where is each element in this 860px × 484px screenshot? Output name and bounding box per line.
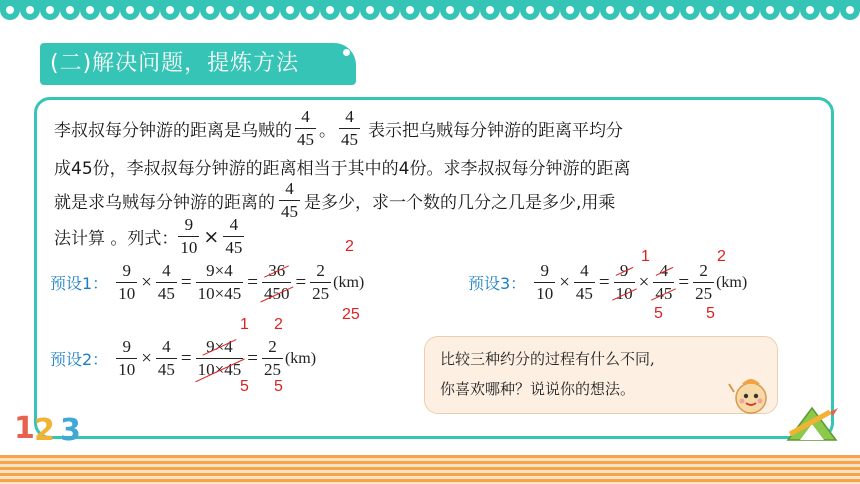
- fraction-denominator-crossed: 10×45: [197, 360, 242, 379]
- fraction-numerator: 9×4: [206, 261, 233, 280]
- fraction-numerator: 2: [699, 261, 708, 280]
- fraction-bar: [262, 358, 283, 359]
- equals-sign: =: [180, 271, 192, 293]
- paragraph-line-3: [54, 180, 615, 221]
- fraction-bar: [156, 358, 177, 359]
- fraction-bar: [574, 282, 595, 283]
- p2-correction-top-1: 1: [240, 316, 249, 333]
- fraction-numerator-crossed: 9: [619, 261, 629, 280]
- fraction-denominator-crossed: 10: [615, 284, 633, 303]
- logo-digit-1: 1: [14, 411, 35, 444]
- p2-correction-bottom-2: 5: [274, 378, 283, 395]
- fraction-denominator: 45: [281, 202, 298, 221]
- p3-frac-4-45: [574, 262, 595, 303]
- fraction-numerator: 4: [229, 215, 239, 234]
- times-sign: ×: [141, 271, 152, 293]
- fraction-numerator: 4: [162, 261, 171, 280]
- fraction-denominator: 45: [575, 284, 593, 303]
- equals-sign: =: [295, 271, 307, 293]
- fraction-9-10: [178, 216, 199, 257]
- fraction-denominator: 45: [157, 360, 175, 379]
- p1-frac-36-450: [262, 262, 292, 303]
- line3-text-b: 是多少，求一个数的几分之几是多少,用乘: [304, 193, 616, 213]
- line4-text: 法计算 。列式：: [54, 229, 179, 249]
- fraction-denominator: 25: [263, 360, 281, 379]
- fraction-denominator: 45: [157, 284, 175, 303]
- p3-frac-result: [693, 262, 714, 303]
- fraction-numerator-crossed: 36: [268, 261, 286, 280]
- fraction-denominator: 10: [118, 284, 136, 303]
- equals-sign: =: [180, 347, 192, 369]
- fraction-denominator: 10: [536, 284, 554, 303]
- paragraph-line-1: [54, 108, 623, 149]
- p2-frac-4-45: [156, 338, 177, 379]
- fraction-bar: [295, 128, 316, 129]
- p1-frac-product: [196, 262, 244, 303]
- pencil-ruler-icon: [784, 404, 840, 444]
- times-sign: ×: [203, 225, 220, 248]
- top-scallop-border: [0, 0, 860, 22]
- p3-frac-4-45-crossed: [653, 262, 674, 303]
- fraction-bar: [614, 282, 635, 283]
- fraction-bar: [196, 358, 244, 359]
- fraction-bar: [196, 282, 244, 283]
- fraction-bar: [262, 282, 292, 283]
- times-sign: ×: [638, 271, 650, 293]
- logo-digit-2: 2: [34, 413, 55, 444]
- fraction-4-45-c: [279, 180, 300, 221]
- p1-frac-9-10: [116, 262, 137, 303]
- fraction-bar: [116, 358, 137, 359]
- p1-frac-4-45: [156, 262, 177, 303]
- fraction-bar: [279, 200, 300, 201]
- fraction-bar: [310, 282, 331, 283]
- title-dot-decoration: [343, 49, 350, 56]
- p3-correction-bottom-2: 5: [706, 305, 715, 322]
- fraction-bar: [339, 128, 360, 129]
- fraction-denominator: 10: [118, 360, 136, 379]
- bubble-line-1: 比较三种约分的过程有什么不同,: [440, 350, 655, 368]
- fraction-denominator-crossed: 450: [263, 284, 290, 303]
- p2-frac-product-crossed: [196, 338, 244, 379]
- preset-1-row: [50, 262, 364, 303]
- line1-text-a: 李叔叔每分钟游的距离是乌贼的: [54, 121, 292, 141]
- fraction-bar: [116, 282, 137, 283]
- p3-frac-9-10: [534, 262, 555, 303]
- fraction-denominator: 45: [341, 130, 358, 149]
- mascot-icon: [728, 372, 774, 418]
- preset-3-row: [468, 262, 747, 303]
- fraction-4-45-a: [295, 108, 316, 149]
- fraction-numerator: 9: [540, 261, 549, 280]
- fraction-numerator: 4: [580, 261, 589, 280]
- bubble-line-2: 你喜欢哪种？说说你的想法。: [440, 380, 636, 398]
- equals-sign: =: [678, 271, 690, 293]
- p3-correction-top-2: 2: [717, 248, 726, 265]
- fraction-numerator: 2: [268, 337, 277, 356]
- fraction-denominator: 45: [225, 238, 243, 257]
- equals-sign: =: [598, 271, 610, 293]
- fraction-numerator-crossed: 4: [659, 261, 669, 280]
- line1-text-c: 表示把乌贼每分钟游的距离平均分: [368, 121, 623, 141]
- fraction-denominator-crossed: 45: [655, 284, 673, 303]
- p2-frac-result: [262, 338, 283, 379]
- fraction-denominator: 10×45: [197, 284, 242, 303]
- section-title: [40, 43, 356, 85]
- unit-km: (km): [716, 273, 748, 291]
- preset-1-label: 预设1：: [50, 274, 109, 293]
- fraction-denominator: 25: [312, 284, 330, 303]
- p1-correction-top: 2: [345, 238, 354, 255]
- bottom-stripe-border: [0, 455, 860, 484]
- line1-text-b: 。: [319, 121, 336, 141]
- preset-3-label: 预设3：: [468, 274, 527, 293]
- equals-sign: =: [247, 347, 258, 369]
- fraction-numerator: 9: [122, 261, 131, 280]
- fraction-numerator: 4: [301, 107, 310, 126]
- p3-correction-bottom-1: 5: [654, 305, 663, 322]
- paragraph-line-2: 成45份，李叔叔每分钟游的距离相当于其中的4份。求李叔叔每分钟游的距离: [54, 159, 631, 179]
- fraction-denominator: 10: [180, 238, 198, 257]
- p3-frac-9-10-crossed: [614, 262, 635, 303]
- fraction-bar: [178, 236, 199, 237]
- fraction-bar: [156, 282, 177, 283]
- fraction-4-45-d: [223, 216, 244, 257]
- fraction-bar: [693, 282, 714, 283]
- fraction-denominator: 25: [695, 284, 713, 303]
- p1-correction-bottom: 25: [342, 306, 360, 323]
- fraction-numerator: 2: [316, 261, 325, 280]
- unit-km: (km): [333, 273, 365, 291]
- fraction-bar: [653, 282, 674, 283]
- fraction-numerator: 9: [184, 215, 194, 234]
- fraction-numerator: 4: [345, 107, 354, 126]
- p2-correction-bottom-1: 5: [240, 378, 249, 395]
- section-title-text: (二)解决问题，提炼方法: [50, 51, 300, 76]
- fraction-numerator: 4: [162, 337, 171, 356]
- p2-correction-top-2: 2: [274, 316, 283, 333]
- logo-digit-3: 3: [60, 413, 81, 444]
- unit-km: (km): [284, 349, 317, 367]
- times-sign: ×: [559, 271, 570, 293]
- fraction-denominator: 45: [297, 130, 314, 149]
- p1-frac-result: [310, 262, 331, 303]
- fraction-bar: [223, 236, 244, 237]
- logo-123-icon: [14, 408, 94, 444]
- paragraph-line-4: [54, 216, 244, 257]
- fraction-bar: [534, 282, 555, 283]
- line3-text-a: 就是求乌贼每分钟游的距离的: [54, 193, 275, 213]
- fraction-numerator-crossed: 9×4: [206, 337, 233, 356]
- p2-frac-9-10: [116, 338, 137, 379]
- preset-2-label: 预设2：: [50, 350, 109, 369]
- fraction-numerator: 4: [285, 179, 294, 198]
- question-bubble-text: [440, 344, 740, 404]
- p3-correction-top-1: 1: [641, 248, 650, 265]
- fraction-4-45-b: [339, 108, 360, 149]
- times-sign: ×: [141, 347, 152, 369]
- preset-2-row: [50, 338, 316, 379]
- fraction-numerator: 9: [122, 337, 131, 356]
- equals-sign: =: [247, 271, 258, 293]
